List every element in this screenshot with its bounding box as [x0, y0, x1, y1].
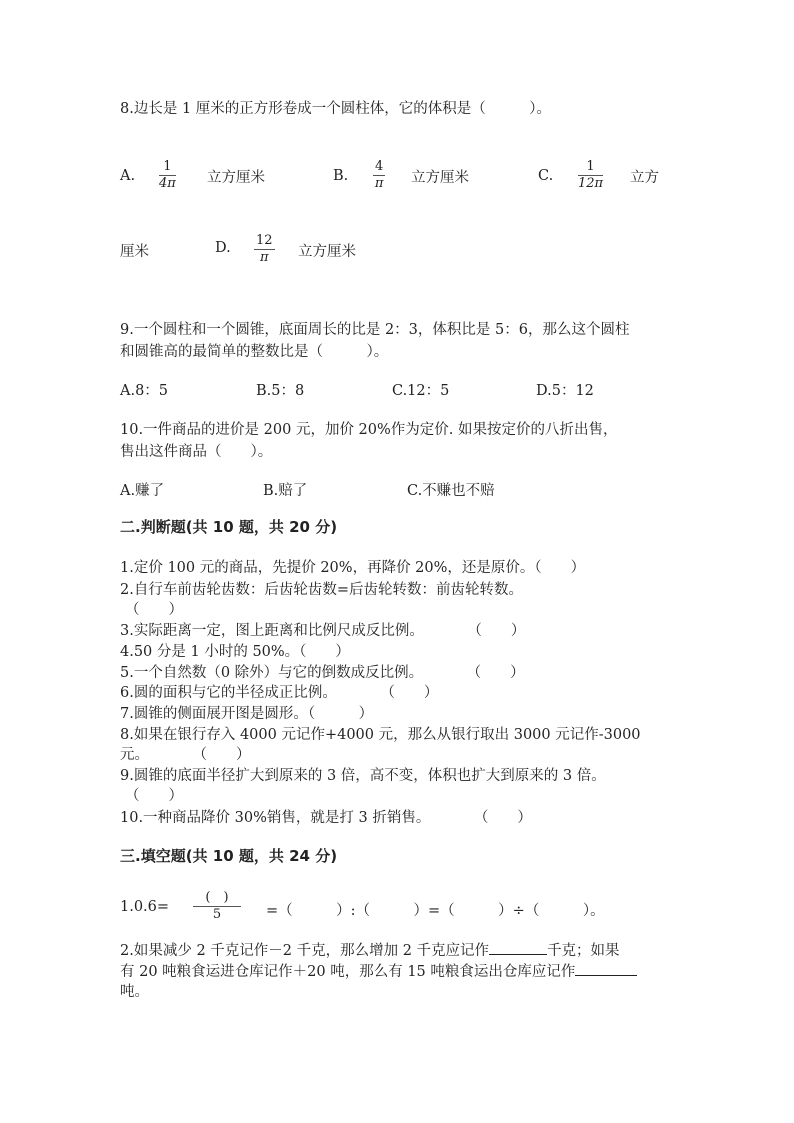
fraction-numerator: ( )	[205, 890, 229, 905]
fraction-denominator: 5	[212, 907, 222, 922]
judgement-item: 9.圆锥的底面半径扩大到原来的 3 倍，高不变，体积也扩大到原来的 3 倍。	[120, 768, 606, 784]
judgement-item-answer: （ ）	[125, 788, 183, 804]
judgement-item: 1.定价 100 元的商品，先提价 20%，再降价 20%，还是原价。（ ）	[120, 560, 586, 576]
judgement-item: 2.自行车前齿轮齿数：后齿轮齿数=后齿轮转数：前齿轮转数。	[120, 582, 523, 598]
judgement-item: 10.一种商品降价 30%销售，就是打 3 折销售。 （ ）	[120, 810, 532, 826]
q9-line2: 和圆锥高的最简单的整数比是（ ）。	[120, 344, 389, 360]
judgement-item: 7.圆锥的侧面展开图是圆形。（ ）	[120, 706, 374, 722]
q8-option-d-label: D.	[215, 240, 231, 256]
q10-line1: 10.一件商品的进价是 200 元，加价 20%作为定价. 如果按定价的八折出售，	[120, 422, 618, 438]
q8-option-c-unit-wrap: 厘米	[120, 244, 149, 260]
section2-title: 二.判断题(共 10 题，共 20 分)	[120, 518, 338, 536]
judgement-item: 6.圆的面积与它的半径成正比例。 （ ）	[120, 685, 439, 701]
q9-option-a: A.8：5	[120, 383, 169, 399]
q8-option-c-label: C.	[538, 168, 554, 184]
fill-q1-prefix: 1.0.6=	[120, 899, 170, 915]
q8-option-a-label: A.	[120, 168, 136, 184]
q8-option-c-unit: 立方	[630, 170, 659, 186]
q9-line1: 9.一个圆柱和一个圆锥，底面周长的比是 2：3，体积比是 5：6，那么这个圆柱	[120, 322, 630, 338]
q8-stem: 8.边长是 1 厘米的正方形卷成一个圆柱体，它的体积是（ ）。	[120, 101, 552, 117]
fraction-denominator: 12π	[578, 176, 604, 191]
fraction-denominator: 4π	[159, 176, 176, 191]
fraction-numerator: 4	[375, 159, 384, 174]
fraction-numerator: 1	[586, 159, 595, 174]
q10-option-a: A.赚了	[120, 483, 165, 499]
fraction-denominator: π	[374, 176, 384, 191]
judgement-item: 4.50 分是 1 小时的 50%。（ ）	[120, 644, 350, 660]
judgement-item-answer: （ ）	[125, 602, 183, 618]
q8-option-b-unit: 立方厘米	[411, 170, 469, 186]
q9-option-c: C.12：5	[392, 383, 450, 399]
fill-q2-text-c: 有 20 吨粮食运进仓库记作＋20 吨，那么有 15 吨粮食运出仓库应记作	[120, 964, 576, 980]
q10-line2: 售出这件商品（ ）。	[120, 444, 273, 460]
judgement-item: 5.一个自然数（0 除外）与它的倒数成反比例。 （ ）	[120, 665, 525, 681]
q8-option-a-unit: 立方厘米	[207, 170, 265, 186]
q8-option-d-unit: 立方厘米	[298, 244, 356, 260]
fraction-numerator: 12	[256, 233, 273, 248]
fill-q1-rest: =（ ）:（ ）=（ ）÷（ ）。	[266, 903, 605, 919]
answer-blank[interactable]	[489, 942, 547, 955]
q9-option-d: D.5：12	[536, 383, 594, 399]
q8-option-b-label: B.	[333, 168, 349, 184]
fill-q1-fraction	[193, 890, 241, 923]
section3-title: 三.填空题(共 10 题，共 24 分)	[120, 847, 338, 865]
q8-option-b-fraction	[373, 159, 385, 192]
fill-q2-text-a: 2.如果减少 2 千克记作－2 千克，那么增加 2 千克应记作	[120, 943, 490, 959]
q9-option-b: B.5：8	[256, 383, 305, 399]
fill-q2-line1	[120, 939, 620, 960]
q10-option-c: C.不赚也不赔	[407, 483, 495, 499]
q8-option-c-fraction	[578, 159, 603, 192]
fill-q2-text-b: 千克；如果	[547, 943, 620, 959]
judgement-item: 3.实际距离一定，图上距离和比例尺成反比例。 （ ）	[120, 623, 526, 639]
q8-option-d-fraction	[254, 233, 275, 266]
judgement-item: 8.如果在银行存入 4000 元记作+4000 元，那么从银行取出 3000 元记作-3000	[120, 727, 641, 743]
q8-option-a-fraction	[159, 159, 176, 192]
q10-option-b: B.赔了	[263, 483, 308, 499]
judgement-item-continuation: 元。 （ ）	[120, 747, 251, 763]
fill-q2-line3: 吨。	[120, 984, 149, 1000]
answer-blank[interactable]	[575, 963, 637, 976]
fraction-numerator: 1	[163, 159, 172, 174]
fill-q2-line2	[120, 960, 637, 981]
fraction-denominator: π	[260, 250, 269, 265]
